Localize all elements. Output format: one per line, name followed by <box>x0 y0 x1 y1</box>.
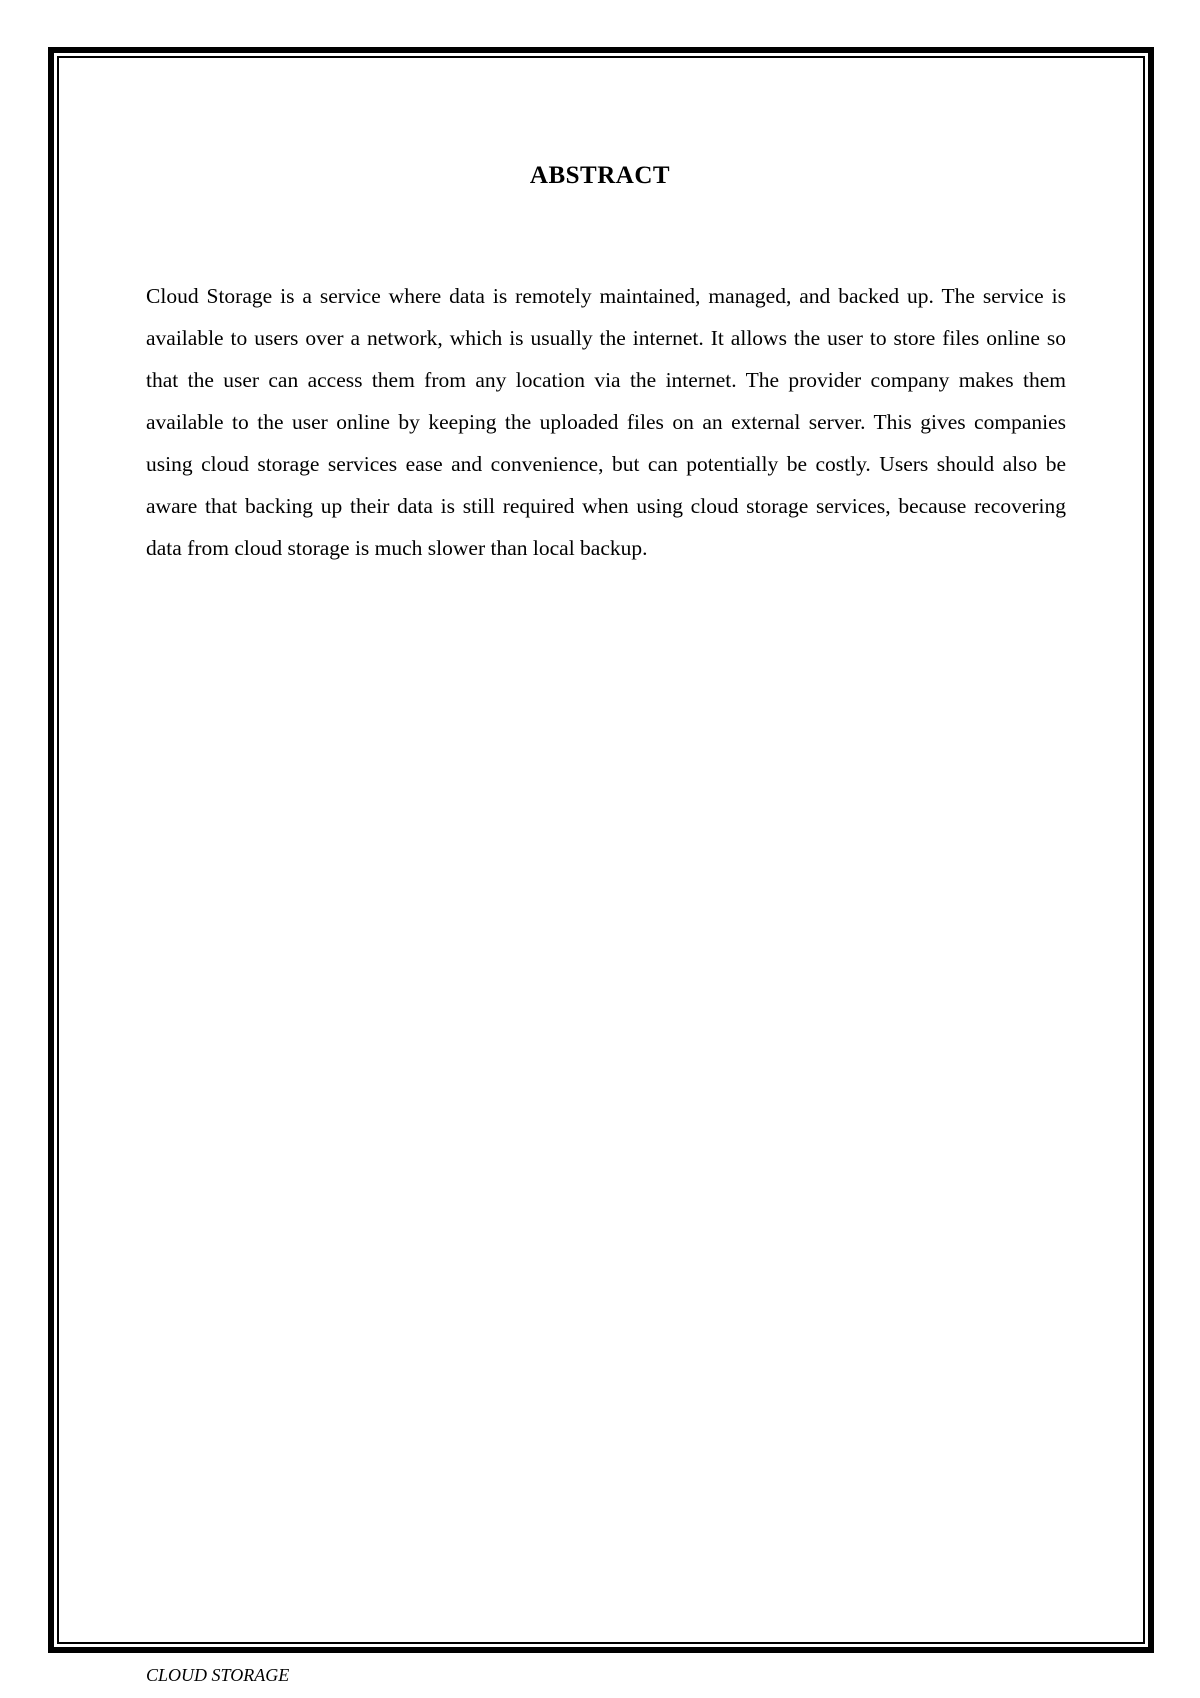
abstract-paragraph: Cloud Storage is a service where data is remotely maintained, managed, and backed up. The service is available to users over a network, which is usually the internet. It allows the user to store files online so that the user can access them from any location via the internet. The provider company makes them available to the user online by keeping the uploaded files on an external server. This gives companies using cloud storage services ease and convenience, but can potentially be costly. Users should also be aware that backing up their data is still required when using cloud storage services, because recovering data from cloud storage is much slower than local backup. <box>146 284 1066 560</box>
footer-title: CLOUD STORAGE <box>146 1665 290 1685</box>
abstract-heading: ABSTRACT <box>529 162 671 189</box>
